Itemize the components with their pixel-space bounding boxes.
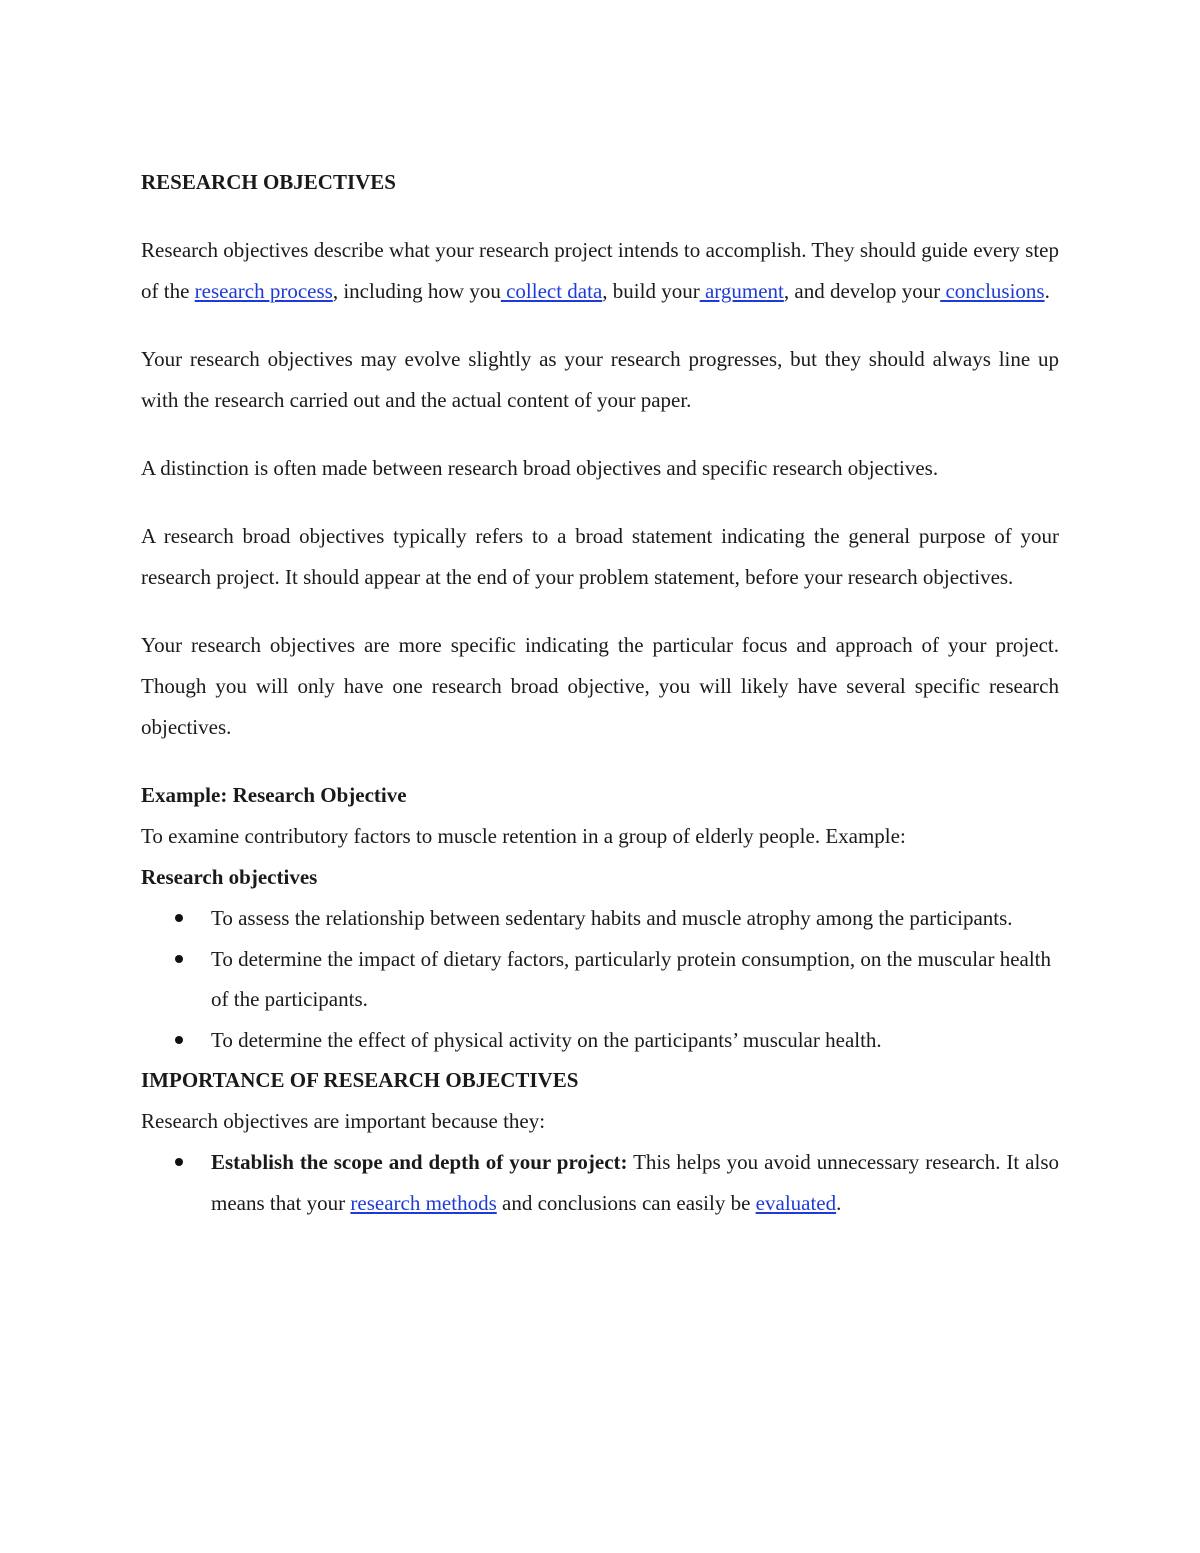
list-item — [141, 1020, 1059, 1061]
research-process-link[interactable]: research process — [194, 279, 333, 303]
intro-paragraph — [141, 230, 1059, 312]
objectives-list — [141, 898, 1059, 1060]
research-methods-link[interactable]: research methods — [350, 1191, 497, 1215]
intro-text-1: Research objectives describe what your research project intends to accomplish. They should guide every step of the — [141, 238, 1059, 303]
evaluated-link[interactable]: evaluated — [755, 1191, 837, 1215]
example-text: To examine contributory factors to muscle retention in a group of elderly people. Example: — [141, 824, 906, 848]
intro-text-3: , build your — [602, 279, 700, 303]
specific-objectives-paragraph: Your research objectives are more specific indicating the particular focus and approach of your project. Though you will only have one research broad objective, you will likely have several specific research objectives. — [141, 633, 1059, 739]
list-item-text: To determine the effect of physical activity on the participants’ muscular health. — [211, 1027, 882, 1052]
list-item — [141, 939, 1059, 1020]
importance-text-3: . — [836, 1191, 842, 1215]
conclusions-link[interactable]: conclusions — [940, 279, 1045, 303]
argument-link[interactable]: argument — [699, 279, 784, 303]
importance-heading: IMPORTANCE OF RESEARCH OBJECTIVES — [141, 1068, 579, 1092]
broad-objective-paragraph: A research broad objectives typically refers to a broad statement indicating the general purpose of your research project. It should appear at the end of your problem statement, before your research objectives. — [141, 524, 1059, 589]
importance-list — [141, 1142, 1059, 1224]
intro-text-2: , including how you — [332, 279, 501, 303]
importance-text-1: This helps you avoid unnecessary research. It also means that your — [211, 1150, 1059, 1215]
importance-intro: Research objectives are important because they: — [141, 1109, 546, 1133]
intro-text-5: . — [1044, 279, 1050, 303]
list-item-text: To determine the impact of dietary factors, particularly protein consumption, on the muscular health of the participants. — [211, 946, 1052, 1011]
bullet-icon — [175, 914, 183, 922]
bullet-icon — [175, 955, 183, 963]
importance-text-2: and conclusions can easily be — [496, 1191, 756, 1215]
list-item — [141, 898, 1059, 939]
collect-data-link[interactable]: collect data — [500, 279, 603, 303]
evolve-paragraph: Your research objectives may evolve slightly as your research progresses, but they should always line up with the research carried out and the actual content of your paper. — [141, 347, 1059, 412]
distinction-paragraph: A distinction is often made between research broad objectives and specific research objectives. — [141, 456, 939, 480]
example-heading: Example: Research Objective — [141, 783, 407, 807]
scope-depth-label: Establish the scope and depth of your project: — [211, 1150, 628, 1174]
research-objectives-subheading: Research objectives — [141, 865, 318, 889]
intro-text-4: , and develop your — [783, 279, 941, 303]
document-page — [141, 160, 1059, 1224]
list-item-text: To assess the relationship between sedentary habits and muscle atrophy among the participants. — [211, 906, 1013, 930]
list-item — [141, 1142, 1059, 1224]
page-title: RESEARCH OBJECTIVES — [141, 170, 396, 194]
bullet-icon — [175, 1158, 183, 1166]
bullet-icon — [175, 1036, 183, 1044]
